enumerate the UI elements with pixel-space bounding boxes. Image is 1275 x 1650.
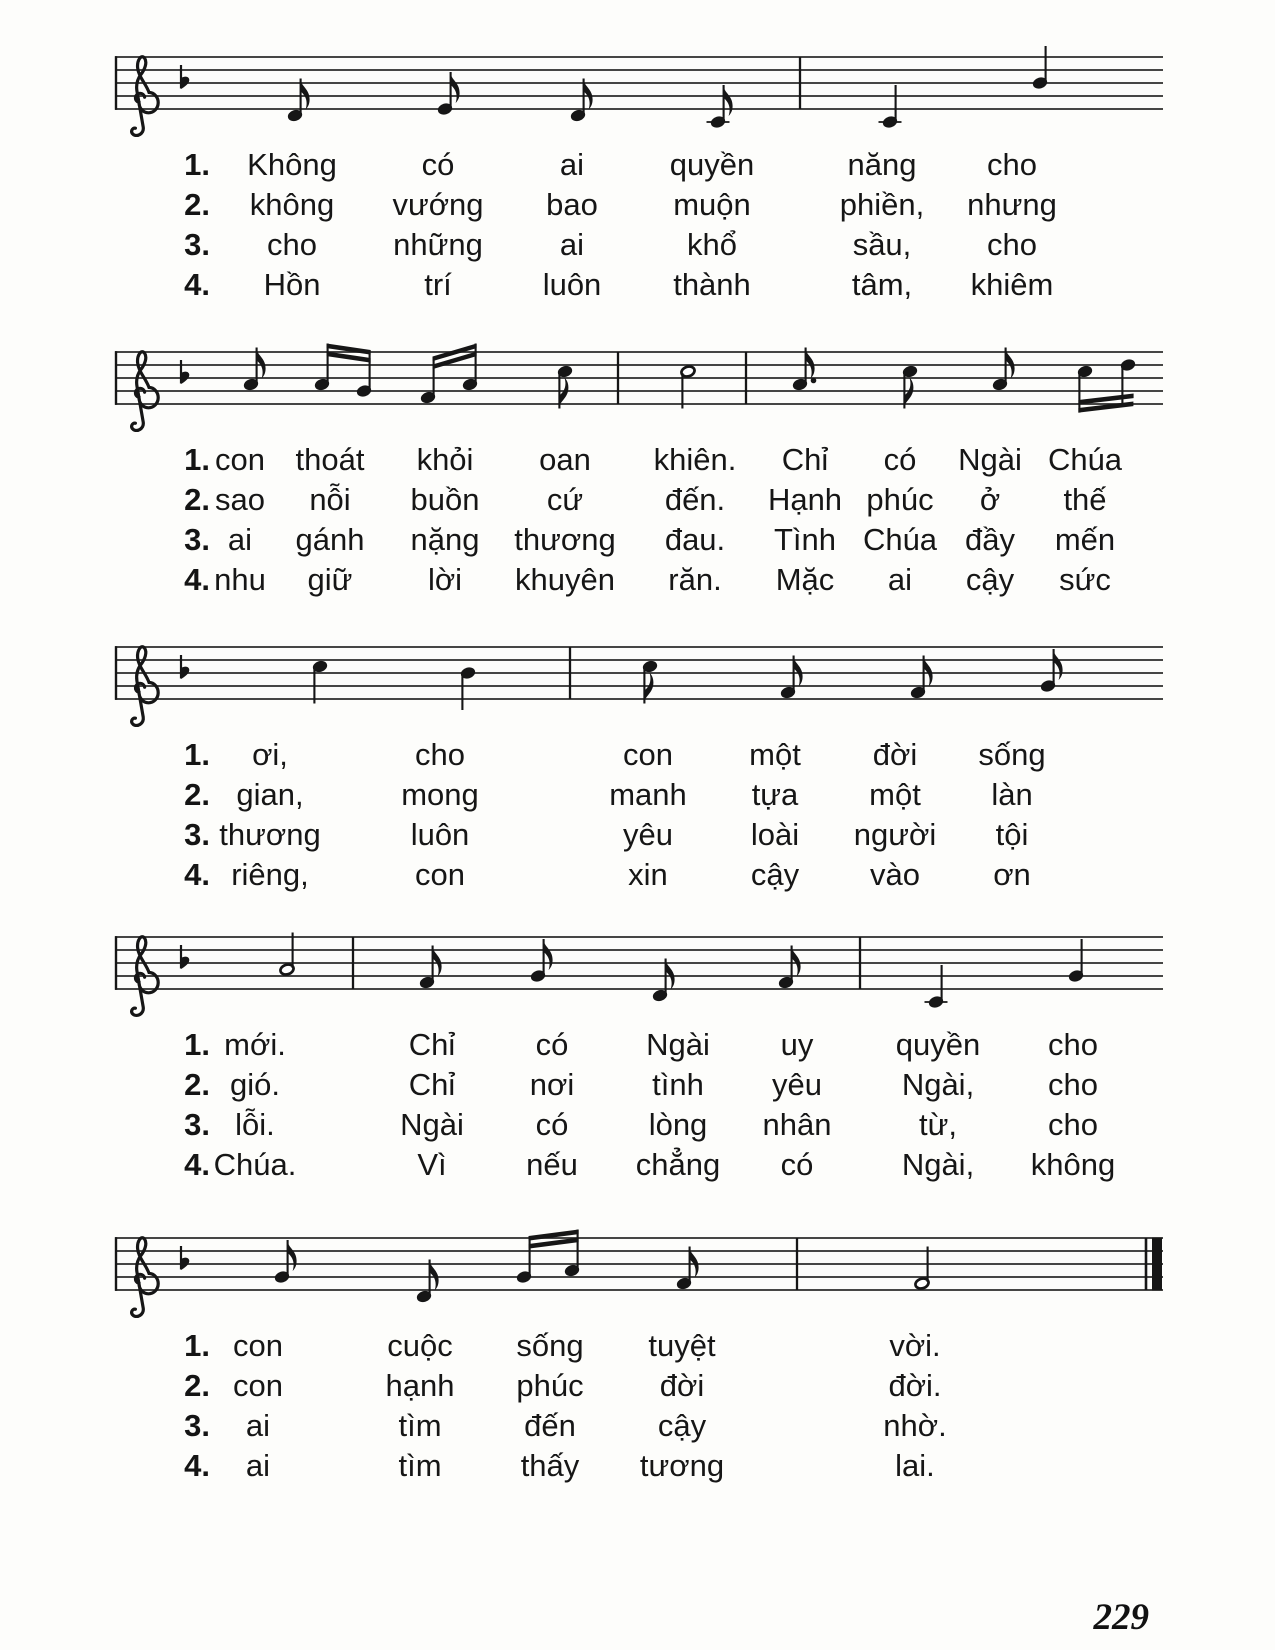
lyric-word: Tình [773, 522, 837, 557]
verse-number: 1. [184, 147, 210, 182]
verse-row [0, 267, 1275, 305]
lyric-word: cho [1048, 1107, 1098, 1142]
lyric-word: thoát [295, 442, 365, 477]
lyric-word: nỗi [309, 482, 351, 517]
verse-row [0, 737, 1275, 775]
lyric-word: riêng, [231, 857, 309, 892]
lyric-word: khiêm [970, 267, 1054, 302]
verse-number: 2. [184, 1067, 210, 1102]
note [1068, 939, 1084, 983]
lyric-word: những [393, 227, 483, 262]
treble-clef-icon [132, 352, 159, 431]
lyric-word: Ngài [958, 442, 1022, 477]
lyric-word: phúc [866, 482, 934, 517]
lyric-word: con [415, 857, 465, 892]
eighth-flag-icon [544, 939, 553, 970]
verse-row [0, 482, 1275, 520]
note [1032, 46, 1048, 90]
verse-row [0, 187, 1275, 225]
lyric-word: Chúa [1047, 442, 1123, 477]
note [676, 1247, 698, 1291]
treble-clef-icon [132, 57, 159, 136]
verse-row [0, 227, 1275, 265]
verse-number: 4. [184, 857, 210, 892]
lyric-word: khuyên [515, 562, 615, 597]
lyric-word: trí [424, 267, 452, 302]
verse-number: 2. [184, 777, 210, 812]
lyric-word: vào [870, 857, 920, 892]
verse-number: 3. [184, 817, 210, 852]
note [780, 656, 802, 700]
lyric-word: cho [1048, 1027, 1098, 1062]
lyric-word: yêu [772, 1067, 822, 1102]
verse-number: 3. [184, 1107, 210, 1142]
lyric-word: cho [987, 227, 1037, 262]
eighth-flag-icon [724, 85, 733, 116]
verse-row [0, 1328, 1275, 1366]
lyric-word: con [215, 442, 265, 477]
lyric-word: tuyệt [648, 1328, 716, 1363]
note [879, 85, 902, 129]
lyric-word: buồn [410, 482, 480, 517]
lyric-word: muộn [673, 187, 751, 222]
lyric-word: luôn [542, 267, 602, 302]
verse-row [0, 777, 1275, 815]
lyric-word: Hồn [263, 267, 321, 302]
lyric-word: cậy [965, 562, 1015, 597]
lyric-word: làn [991, 777, 1033, 812]
lyric-word: nơi [529, 1067, 575, 1102]
lyric-word: cậy [657, 1408, 707, 1443]
lyric-word: yêu [623, 817, 673, 852]
lyric-word: Chúa. [213, 1147, 297, 1182]
note [680, 365, 696, 409]
staff-system-5 [115, 1230, 1163, 1317]
lyric-word: khổ [687, 227, 737, 262]
lyric-word: người [853, 817, 937, 852]
verse-number: 1. [184, 442, 210, 477]
lyric-word: cuộc [387, 1328, 453, 1363]
verse-number: 4. [184, 1448, 210, 1483]
verse-row [0, 817, 1275, 855]
verse-row [0, 442, 1275, 480]
note [287, 79, 309, 123]
lyric-word: uy [780, 1027, 814, 1062]
note [707, 85, 733, 129]
verse-number: 2. [184, 482, 210, 517]
lyric-word: thương [219, 817, 321, 852]
lyric-word: lỗi. [235, 1107, 275, 1142]
lyric-word: đến [524, 1408, 576, 1443]
lyric-word: đời. [888, 1368, 942, 1403]
lyric-word: nặng [410, 522, 480, 557]
lyric-word: tương [639, 1448, 725, 1483]
lyric-word: nhu [214, 562, 266, 597]
note [902, 365, 918, 409]
lyric-word: sao [215, 482, 265, 517]
lyric-word: bao [546, 187, 598, 222]
lyric-word: thấy [520, 1448, 580, 1483]
lyric-word: tình [652, 1067, 704, 1102]
lyric-word: lai. [895, 1448, 935, 1483]
lyric-word: quyền [669, 147, 755, 182]
lyric-word: Ngài [646, 1027, 710, 1062]
augmentation-dot [811, 378, 817, 384]
verse-row [0, 1027, 1275, 1065]
verse-number: 4. [184, 267, 210, 302]
eighth-flag-icon [288, 1240, 297, 1271]
lyric-word: tâm, [851, 267, 913, 302]
verse-row [0, 522, 1275, 560]
verse-row [0, 1107, 1275, 1145]
treble-clef-icon [132, 647, 159, 726]
lyric-word: Ngài [400, 1107, 464, 1142]
flat-sign-icon [181, 360, 189, 384]
lyric-word: cho [1048, 1067, 1098, 1102]
lyric-word: ơi, [252, 737, 288, 772]
lyric-word: có [535, 1027, 569, 1062]
lyric-word: xin [628, 857, 668, 892]
flat-sign-icon [181, 1246, 189, 1270]
note [570, 79, 592, 123]
verse-row [0, 1368, 1275, 1406]
lyric-word: sức [1059, 562, 1111, 597]
note [243, 348, 265, 392]
lyric-word: cho [987, 147, 1037, 182]
lyric-word: ai [245, 1448, 271, 1483]
note [642, 660, 658, 704]
note [778, 946, 800, 990]
lyric-word: lòng [648, 1107, 708, 1142]
note [460, 666, 476, 710]
lyric-word: tìm [398, 1408, 442, 1443]
lyric-word: con [623, 737, 673, 772]
lyric-word: có [421, 147, 455, 182]
lyric-word: manh [609, 777, 687, 812]
lyric-word: tựa [751, 777, 799, 812]
lyric-word: Chỉ [408, 1067, 456, 1102]
lyric-word: từ, [919, 1107, 957, 1142]
lyric-word: oan [539, 442, 591, 477]
treble-clef-icon [132, 937, 159, 1016]
verse-row [0, 147, 1275, 185]
lyric-word: ai [227, 522, 253, 557]
lyric-word: cho [415, 737, 465, 772]
lyric-word: thế [1063, 482, 1107, 517]
staff-system-1 [115, 46, 1163, 135]
lyric-word: lời [427, 562, 463, 597]
lyric-word: vời. [889, 1328, 941, 1363]
lyric-word: không [249, 187, 335, 222]
verse-number: 3. [184, 227, 210, 262]
lyric-word: sống [516, 1328, 584, 1363]
lyric-word: sầu, [852, 227, 912, 262]
lyric-word: Chúa [862, 522, 938, 557]
lyric-word: ơn [993, 857, 1031, 892]
lyric-word: loài [750, 817, 800, 852]
lyric-word: phúc [516, 1368, 584, 1403]
verse-number: 2. [184, 1368, 210, 1403]
note [910, 656, 932, 700]
lyric-word: nhờ. [883, 1408, 947, 1443]
lyric-word: ai [559, 147, 585, 182]
lyric-word: đời [659, 1368, 705, 1403]
lyric-word: tìm [398, 1448, 442, 1483]
flat-sign-icon [181, 945, 189, 969]
lyric-word: gió. [230, 1067, 280, 1102]
lyric-word: có [780, 1147, 814, 1182]
note [416, 1260, 438, 1304]
lyric-word: Chỉ [408, 1027, 456, 1062]
lyric-word: luôn [410, 817, 470, 852]
lyric-word: thành [673, 267, 751, 302]
verse-number: 1. [184, 1328, 210, 1363]
verse-row [0, 1147, 1275, 1185]
lyric-word: đau. [664, 522, 726, 557]
lyric-word: có [883, 442, 917, 477]
lyric-word: Không [247, 147, 337, 182]
lyric-word: một [749, 737, 801, 772]
note [652, 959, 674, 1003]
verse-row [0, 562, 1275, 600]
lyric-word: chẳng [635, 1147, 721, 1182]
flat-sign-icon [181, 655, 189, 679]
lyric-word: một [869, 777, 921, 812]
note [792, 348, 816, 392]
lyric-word: mới. [224, 1027, 286, 1062]
lyric-word: gánh [295, 522, 365, 557]
lyric-word: đến. [664, 482, 726, 517]
lyric-word: con [233, 1368, 283, 1403]
eighth-flag-icon [451, 72, 460, 103]
lyric-word: ở [979, 482, 1001, 517]
lyric-word: có [535, 1107, 569, 1142]
note [419, 946, 441, 990]
lyric-word: ai [559, 227, 585, 262]
lyric-word: Hạnh [767, 482, 843, 517]
lyric-word: khiên. [653, 442, 737, 477]
note [992, 348, 1014, 392]
verse-number: 1. [184, 1027, 210, 1062]
lyric-word: nhân [762, 1107, 832, 1142]
verse-number: 1. [184, 737, 210, 772]
lyric-word: vướng [392, 187, 484, 222]
lyric-word: con [233, 1328, 283, 1363]
note [557, 365, 573, 409]
lyric-word: cậy [750, 857, 800, 892]
verse-row [0, 1448, 1275, 1486]
lyric-word: ai [887, 562, 913, 597]
lyric-word: ai [245, 1408, 271, 1443]
lyric-word: quyền [895, 1027, 981, 1062]
treble-clef-icon [132, 1238, 159, 1317]
lyric-word: Chỉ [781, 442, 829, 477]
verse-number: 3. [184, 1408, 210, 1443]
staff-system-4 [115, 933, 1163, 1016]
lyric-word: phiền, [839, 187, 925, 222]
lyric-word: Ngài, [901, 1067, 975, 1102]
verse-number: 4. [184, 562, 210, 597]
lyric-word: nếu [526, 1147, 578, 1182]
note [279, 933, 295, 977]
lyric-word: cứ [546, 482, 584, 517]
verse-number: 4. [184, 1147, 210, 1182]
note [914, 1247, 930, 1291]
lyric-word: tội [995, 817, 1029, 852]
lyric-word: hạnh [385, 1368, 455, 1403]
lyric-word: năng [847, 147, 917, 182]
note [925, 965, 948, 1009]
lyric-word: đầy [965, 522, 1015, 557]
lyric-word: thương [514, 522, 616, 557]
lyric-word: gian, [236, 777, 304, 812]
flat-sign-icon [181, 65, 189, 89]
lyric-word: răn. [668, 562, 722, 597]
page-number: 229 [1093, 1597, 1149, 1638]
verse-number: 2. [184, 187, 210, 222]
note [312, 660, 328, 704]
lyric-word: khỏi [416, 442, 474, 477]
eighth-flag-icon [1054, 649, 1063, 680]
lyric-word: cho [267, 227, 317, 262]
staff-system-2 [115, 344, 1163, 431]
lyric-word: Vì [417, 1147, 447, 1182]
verse-row [0, 857, 1275, 895]
staff-system-3 [115, 646, 1163, 725]
lyric-word: mến [1054, 522, 1116, 557]
verse-row [0, 1067, 1275, 1105]
lyric-word: mong [401, 777, 479, 812]
lyric-word: nhưng [967, 187, 1057, 222]
lyric-word: Ngài, [901, 1147, 975, 1182]
lyric-word: giữ [307, 562, 353, 597]
lyric-word: đời [872, 737, 918, 772]
verse-number: 3. [184, 522, 210, 557]
verse-row [0, 1408, 1275, 1446]
lyric-word: không [1030, 1147, 1116, 1182]
lyric-word: sống [978, 737, 1046, 772]
lyric-word: Mặc [775, 562, 835, 597]
